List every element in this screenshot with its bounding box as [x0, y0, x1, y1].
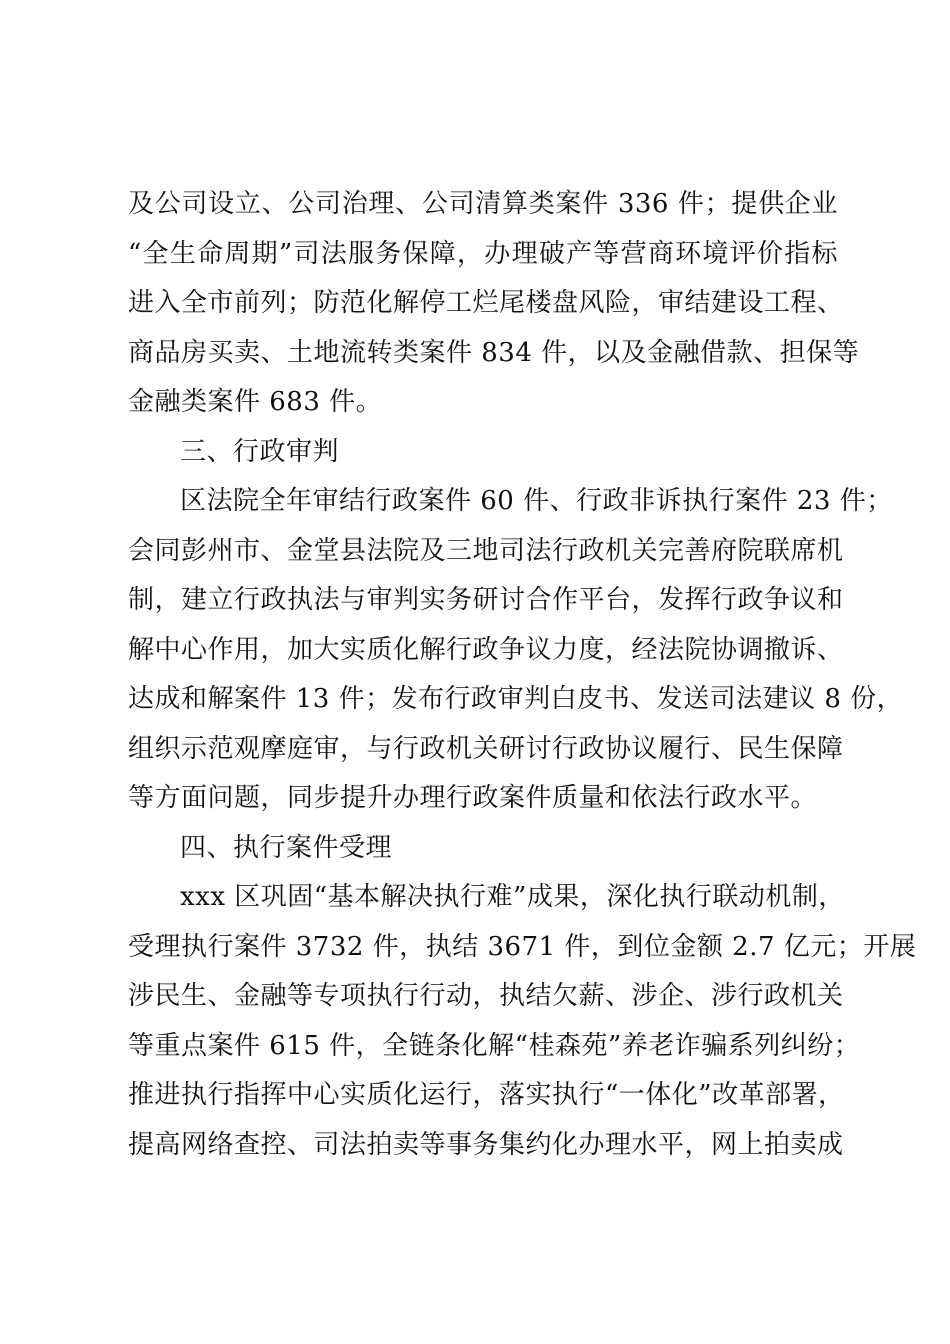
paragraph-line: 制，建立行政执法与审判实务研讨合作平台，发挥行政争议和 [128, 585, 844, 615]
paragraph-line: 商品房买卖、土地流转类案件 834 件，以及金融借款、担保等 [128, 337, 860, 368]
paragraph-line: 会同彭州市、金堂县法院及三地司法行政机关完善府院联席机 [128, 535, 844, 566]
paragraph-line: 受理执行案件 3732 件，执结 3671 件，到位金额 2.7 亿元；开展 [128, 931, 917, 962]
paragraph-line: 组织示范观摩庭审，与行政机关研讨行政协议履行、民生保障 [128, 733, 844, 764]
paragraph-line: 进入全市前列；防范化解停工烂尾楼盘风险，审结建设工程、 [128, 288, 844, 318]
paragraph-line: 提高网络查控、司法拍卖等事务集约化办理水平，网上拍卖成 [128, 1129, 844, 1160]
section-heading: 三、行政审判 [180, 436, 340, 467]
paragraph-line: xxx 区巩固“基本解决执行难”成果，深化执行联动机制， [180, 882, 845, 912]
paragraph-line: “全生命周期”司法服务保障，办理破产等营商环境评价指标 [128, 238, 838, 269]
paragraph-line: 等重点案件 615 件，全链条化解“桂森苑”养老诈骗系列纠纷； [128, 1030, 861, 1061]
paragraph-line: 金融类案件 683 件。 [128, 387, 383, 417]
paragraph-line: 涉民生、金融等专项执行行动，执结欠薪、涉企、涉行政机关 [128, 981, 844, 1011]
paragraph-line: 推进执行指挥中心实质化运行，落实执行“一体化”改革部署， [128, 1080, 845, 1110]
paragraph-line: 达成和解案件 13 件；发布行政审判白皮书、发送司法建议 8 份， [128, 684, 904, 714]
paragraph-line: 等方面问题，同步提升办理行政案件质量和依法行政水平。 [128, 783, 818, 813]
paragraph-line: 解中心作用，加大实质化解行政争议力度，经法院协调撤诉、 [128, 634, 844, 665]
section-heading: 四、执行案件受理 [180, 832, 393, 863]
document-body [128, 180, 917, 1170]
paragraph-line: 区法院全年审结行政案件 60 件、行政非诉执行案件 23 件； [180, 486, 893, 516]
paragraph-line: 及公司设立、公司治理、公司清算类案件 336 件；提供企业 [128, 189, 838, 219]
